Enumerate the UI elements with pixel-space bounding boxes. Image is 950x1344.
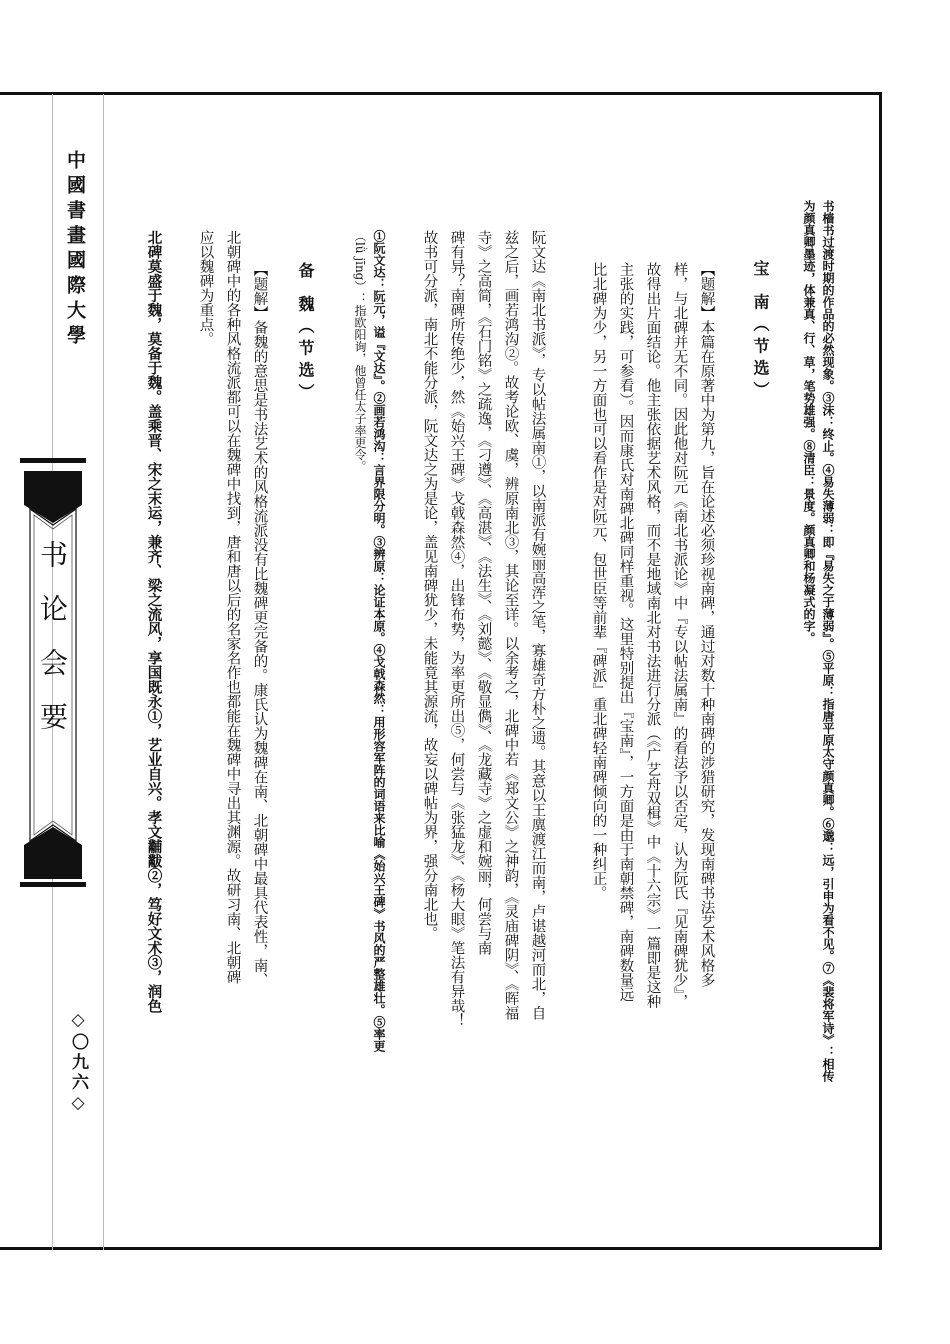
note-line: （lǜ jīng）：指欧阳询，他曾任太子率更令。 bbox=[353, 230, 367, 473]
text-line: 故得出片面结论。他主张依据艺术风格，而不是地域南北对书法进行分派（《广艺舟双楫》中《十六宗》一篇即是这种 bbox=[644, 262, 661, 1009]
note-line: ①阮文达：阮元，谥『文达』。②画若鸿沟：言界限分明。③辨原：论证本原。④戈戟森然：用形容军阵的词语来比喻《始兴王碑》书风的严整雄壮。⑤率更 bbox=[372, 230, 386, 1052]
text-line: 主张的实践，可参看）。因而康氏对南碑北碑同样重视。这里特别提出『宝南』，一方面是由于南朝禁碑，南碑数量远 bbox=[617, 262, 634, 1002]
banner-top-bar bbox=[20, 458, 86, 463]
banner-bottom-bar bbox=[20, 882, 86, 887]
text-line: 兹之后，画若鸿沟②。故考论欧、虞，辨原南北③，其论至详。以余考之，北碑中若《郑文公》之神韵，《灵庙碑阴》、《晖福 bbox=[502, 230, 519, 1021]
book-title: 书论会要 bbox=[36, 540, 69, 756]
text-line: 【题解】备魏的意思是书法艺术的风格流派没有比魏碑更完备的。康氏认为魏碑在南、北朝碑中最具代表性，南、 bbox=[251, 262, 268, 987]
school-name: 中國書畫國際大學 bbox=[64, 150, 86, 350]
page-number: ◇〇九六◇ bbox=[68, 1010, 88, 1116]
text-line: 【题解】本篇在原著中为第九，旨在论述必须珍视南碑，通过对数十种南碑的涉猎研究，发现南碑书法艺术风格多 bbox=[698, 262, 715, 987]
section-title: 备 魏（节选） bbox=[296, 262, 315, 406]
text-line: 碑有异？南碑所传绝少，然《始兴王碑》戈戟森然④，出锋布势，为率更所出⑤，何尝与《张猛龙》、《杨大眼》笔法有异哉！ bbox=[448, 230, 465, 1028]
text-line: 应以魏碑为重点。 bbox=[197, 230, 214, 346]
text-line: 北碑莫盛于魏，莫备于魏。盖乘晋、宋之末运，兼齐、梁之流风，享国既永①，艺业自兴。孝文黼黻②，笃好文术③，润色 bbox=[145, 230, 163, 1013]
text-line: 故书可分派，南北不能分派，阮文达之为是论，盖见南碑犹少，未能竟其源流，故妄以碑帖为界，强分南北也。 bbox=[421, 230, 438, 941]
text-line: 寺》之高简，《石门铭》之疏逸，《刁遵》、《高湛》、《法生》、《刘懿》、《敬显儁》、《龙藏寺》之虚和婉丽，何尝与南 bbox=[475, 230, 492, 955]
section-title: 宝 南（节选） bbox=[751, 260, 770, 404]
page-frame bbox=[0, 92, 882, 1250]
text-line: 比北碑为少，另一方面也可以看作是对阮元、包世臣等前辈『碑派』重北碑轻南碑倾向的一种纠正。 bbox=[590, 262, 607, 900]
text-line: 北朝碑中的各种风格流派都可以在魏碑中找到，唐和唐以后的名家名作也都能在魏碑中寻出其渊源。故研习南、北朝碑 bbox=[224, 230, 241, 984]
text-line: 阮文达《南北书派》，专以帖法属南①，以南派有婉丽高浑之笔，寡雄奇方朴之遗。其意以王廙渡江而南，卢谌越河而北，自 bbox=[529, 230, 546, 1021]
note-line: 书樯书过渡时期的作品的必然现象。③沫：终止。④易失薄弱：即『易失之于薄弱』。⑤平原：指唐平原太守颜真卿。⑥邈：远，引申为看不见。⑦《裴将军诗》：相传 bbox=[821, 200, 835, 1082]
text-line: 样，与北碑并无不同。因此他对阮元《南北书派论》中『专以帖法属南』的看法予以否定，认为阮氏『见南碑犹少』， bbox=[671, 262, 688, 1009]
note-line: 为颜真卿墨迹，体兼真、行、草，笔势雄强。⑧清臣：景度。颜真卿和杨凝式的字。 bbox=[802, 200, 816, 644]
